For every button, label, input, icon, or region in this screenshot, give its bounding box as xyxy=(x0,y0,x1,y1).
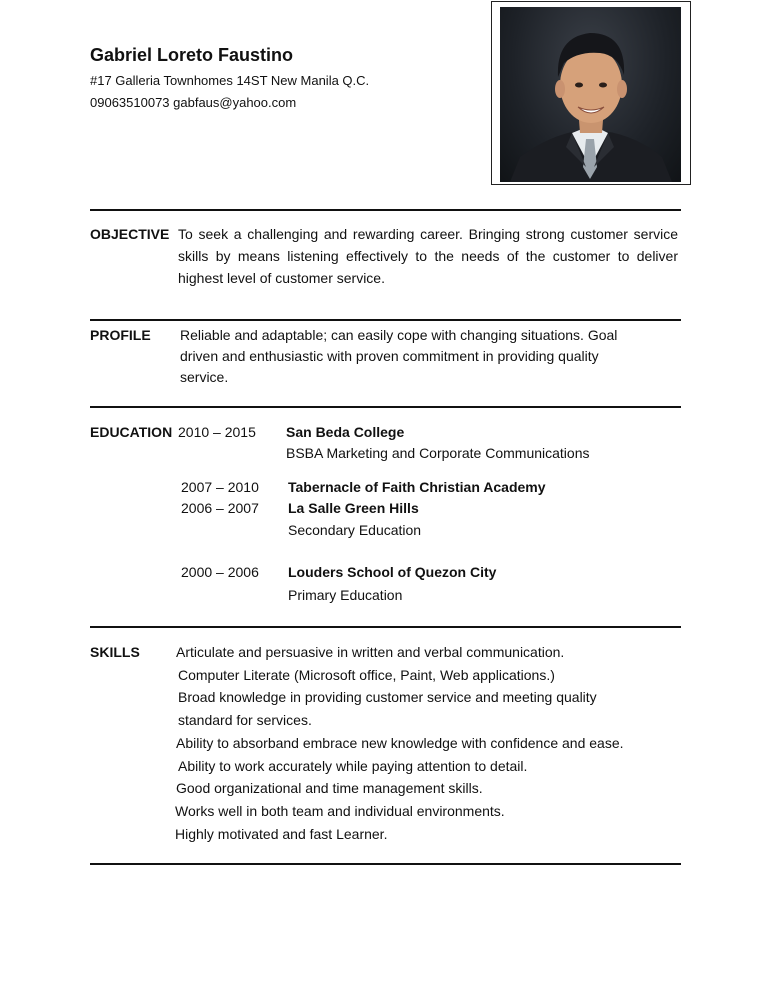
education-detail: Primary Education xyxy=(288,587,403,603)
skill-item: Ability to work accurately while paying attention to detail. xyxy=(178,758,528,774)
education-detail: Secondary Education xyxy=(288,522,422,538)
applicant-address: #17 Galleria Townhomes 14ST New Manila Q.C. xyxy=(90,73,370,88)
skill-item: Articulate and persuasive in written and verbal communication. xyxy=(176,644,565,660)
education-detail: BSBA Marketing and Corporate Communications xyxy=(286,445,590,461)
applicant-contact: 09063510073 gabfaus@yahoo.com xyxy=(90,95,297,110)
objective-text: To seek a challenging and rewarding career. Bringing strong customer service skills by means listening effectively to the needs of the customer to deliver highest level of customer service. xyxy=(178,226,678,286)
section-divider xyxy=(90,406,681,408)
section-divider xyxy=(90,626,681,628)
profile-photo-frame xyxy=(491,1,691,185)
education-heading: EDUCATION xyxy=(90,424,173,440)
skill-item: Computer Literate (Microsoft office, Paint, Web applications.) xyxy=(178,667,555,683)
skill-item: Highly motivated and fast Learner. xyxy=(175,826,388,842)
skill-item: Broad knowledge in providing customer service and meeting quality xyxy=(178,689,597,705)
skill-item: standard for services. xyxy=(178,712,312,728)
education-years: 2006 – 2007 xyxy=(181,500,259,516)
education-years: 2007 – 2010 xyxy=(181,479,259,495)
education-years: 2010 – 2015 xyxy=(178,424,256,440)
profile-text: Reliable and adaptable; can easily cope with changing situations. Goal driven and enthusiastic with proven commitment in providing quality service. xyxy=(180,327,618,385)
education-years: 2000 – 2006 xyxy=(181,564,259,580)
section-divider xyxy=(90,319,681,321)
applicant-name: Gabriel Loreto Faustino xyxy=(90,45,294,65)
section-divider xyxy=(90,863,681,865)
section-divider xyxy=(90,209,681,211)
profile-photo xyxy=(500,7,681,182)
education-school: La Salle Green Hills xyxy=(288,500,419,516)
education-school: Tabernacle of Faith Christian Academy xyxy=(288,479,546,495)
skill-item: Works well in both team and individual environments. xyxy=(175,803,505,819)
skill-item: Ability to absorband embrace new knowledge with confidence and ease. xyxy=(176,735,624,751)
skills-heading: SKILLS xyxy=(90,644,140,660)
skill-item: Good organizational and time management skills. xyxy=(176,780,483,796)
education-school: San Beda College xyxy=(286,424,405,440)
profile-heading: PROFILE xyxy=(90,327,151,343)
education-school: Louders School of Quezon City xyxy=(288,564,497,580)
objective-heading: OBJECTIVE xyxy=(90,226,170,242)
